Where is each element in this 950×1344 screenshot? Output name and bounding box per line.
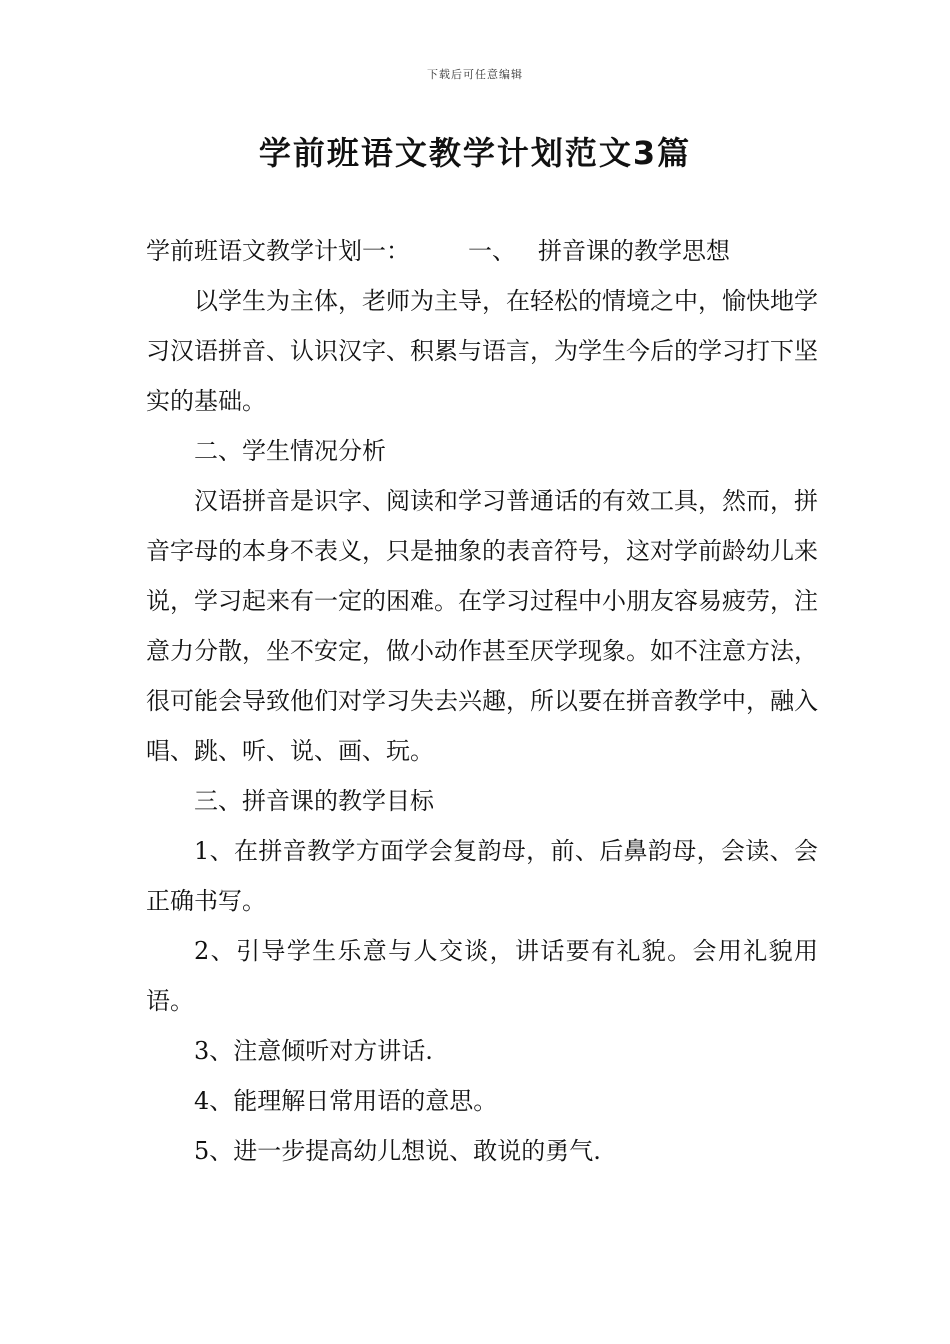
goal-item: 1、在拼音教学方面学会复韵母，前、后鼻韵母，会读、会正确书写。 — [146, 837, 818, 915]
section-heading-teaching-goals: 三、拼音课的教学目标 — [194, 787, 434, 815]
section-heading-student-analysis: 二、学生情况分析 — [194, 437, 386, 465]
document-title: 学前班语文教学计划范文3篇 — [258, 134, 692, 172]
intro-number: 一、 — [468, 237, 516, 265]
intro-label: 学前班语文教学计划一： — [146, 237, 410, 265]
intro-line — [146, 226, 818, 276]
document-body — [146, 226, 818, 1176]
paragraph-student-analysis: 汉语拼音是识字、阅读和学习普通话的有效工具，然而，拼音字母的本身不表义，只是抽象的表音符号，这对学前龄幼儿来说，学习起来有一定的困难。在学习过程中小朋友容易疲劳，注意力分散，坐不安定，做小动作甚至厌学现象。如不注意方法，很可能会导致他们对学习失去兴趣，所以要在拼音教学中，融入唱、跳、听、说、画、玩。 — [146, 487, 818, 765]
goal-item: 5、进一步提高幼儿想说、敢说的勇气. — [194, 1137, 601, 1165]
intro-heading: 拼音课的教学思想 — [538, 237, 730, 265]
goal-item: 2、引导学生乐意与人交谈，讲话要有礼貌。会用礼貌用语。 — [146, 937, 818, 1015]
goal-item: 4、能理解日常用语的意思。 — [194, 1087, 498, 1115]
goal-item: 3、注意倾听对方讲话. — [194, 1037, 433, 1065]
header-note: 下载后可任意编辑 — [427, 68, 523, 81]
paragraph-teaching-philosophy: 以学生为主体，老师为主导，在轻松的情境之中，愉快地学习汉语拼音、认识汉字、积累与语言，为学生今后的学习打下坚实的基础。 — [146, 287, 818, 415]
